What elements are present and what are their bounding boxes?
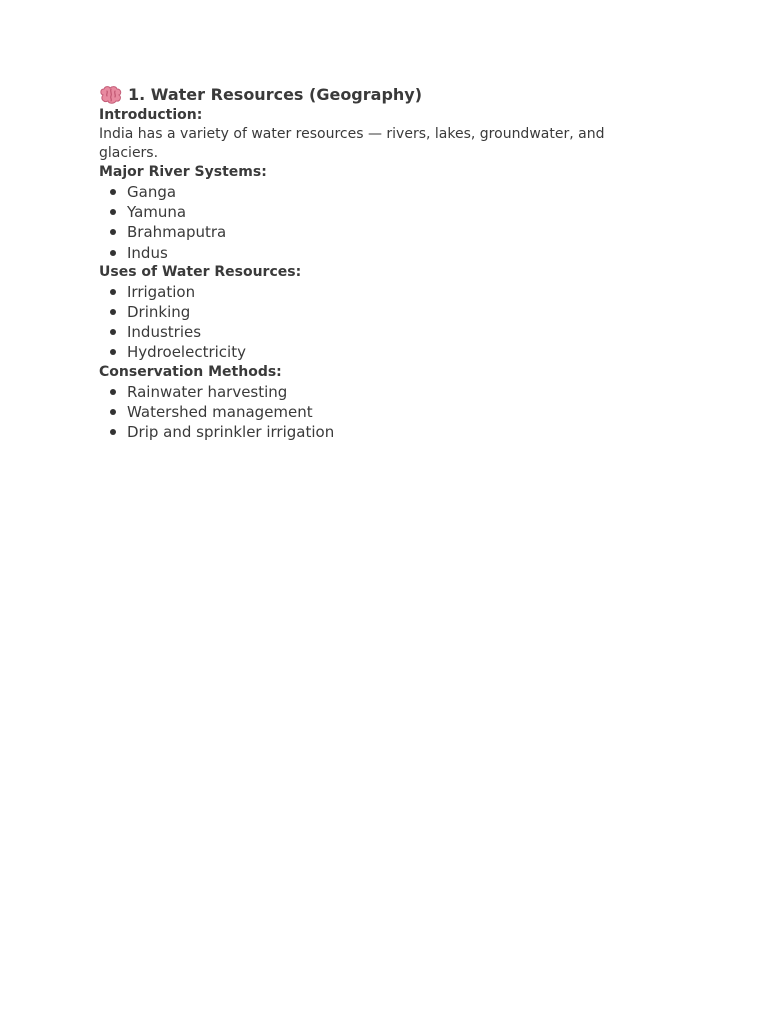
list-item-label: Yamuna <box>127 203 187 222</box>
bullet-icon <box>110 389 116 395</box>
list-item-label: Brahmaputra <box>127 223 227 242</box>
list-item <box>99 342 659 362</box>
document <box>99 84 659 442</box>
list-item <box>99 382 659 402</box>
section-heading-uses: Uses of Water Resources: <box>99 263 302 280</box>
list-item-label: Drip and sprinkler irrigation <box>127 423 335 442</box>
section-heading-introduction: Introduction: <box>99 107 203 123</box>
bullet-icon <box>110 189 116 195</box>
list-item <box>99 422 659 442</box>
bullet-icon <box>110 209 116 215</box>
list-item-label: Rainwater harvesting <box>127 382 288 401</box>
list-item-label: Drinking <box>127 303 191 322</box>
list-item <box>99 322 659 342</box>
page-title <box>99 84 659 106</box>
uses-list <box>99 282 659 363</box>
list-item-label: Industries <box>127 323 202 342</box>
section-heading-conservation: Conservation Methods: <box>99 363 282 380</box>
list-item <box>99 302 659 322</box>
list-item <box>99 202 659 222</box>
river-list <box>99 182 659 263</box>
introduction-text: India has a variety of water resources — rivers, lakes, groundwater, and glaciers. <box>99 126 605 161</box>
list-item-label: Watershed management <box>127 402 313 421</box>
list-item-label: Ganga <box>127 183 177 201</box>
page-title-text: 1. Water Resources (Geography) <box>128 85 423 104</box>
list-item-label: Irrigation <box>127 282 196 301</box>
list-item <box>99 243 659 263</box>
list-item <box>99 282 659 302</box>
bullet-icon <box>110 229 116 235</box>
list-item <box>99 222 659 242</box>
section-heading-rivers: Major River Systems: <box>99 164 267 180</box>
list-item-label: Hydroelectricity <box>127 343 246 362</box>
list-item <box>99 402 659 422</box>
brain-icon <box>99 85 123 105</box>
bullet-icon <box>110 329 116 335</box>
list-item-label: Indus <box>127 243 168 262</box>
bullet-icon <box>110 289 116 295</box>
conservation-list <box>99 382 659 443</box>
bullet-icon <box>110 309 116 315</box>
bullet-icon <box>110 250 116 256</box>
list-item <box>99 182 659 202</box>
bullet-icon <box>110 349 116 355</box>
bullet-icon <box>110 409 116 415</box>
bullet-icon <box>110 429 116 435</box>
